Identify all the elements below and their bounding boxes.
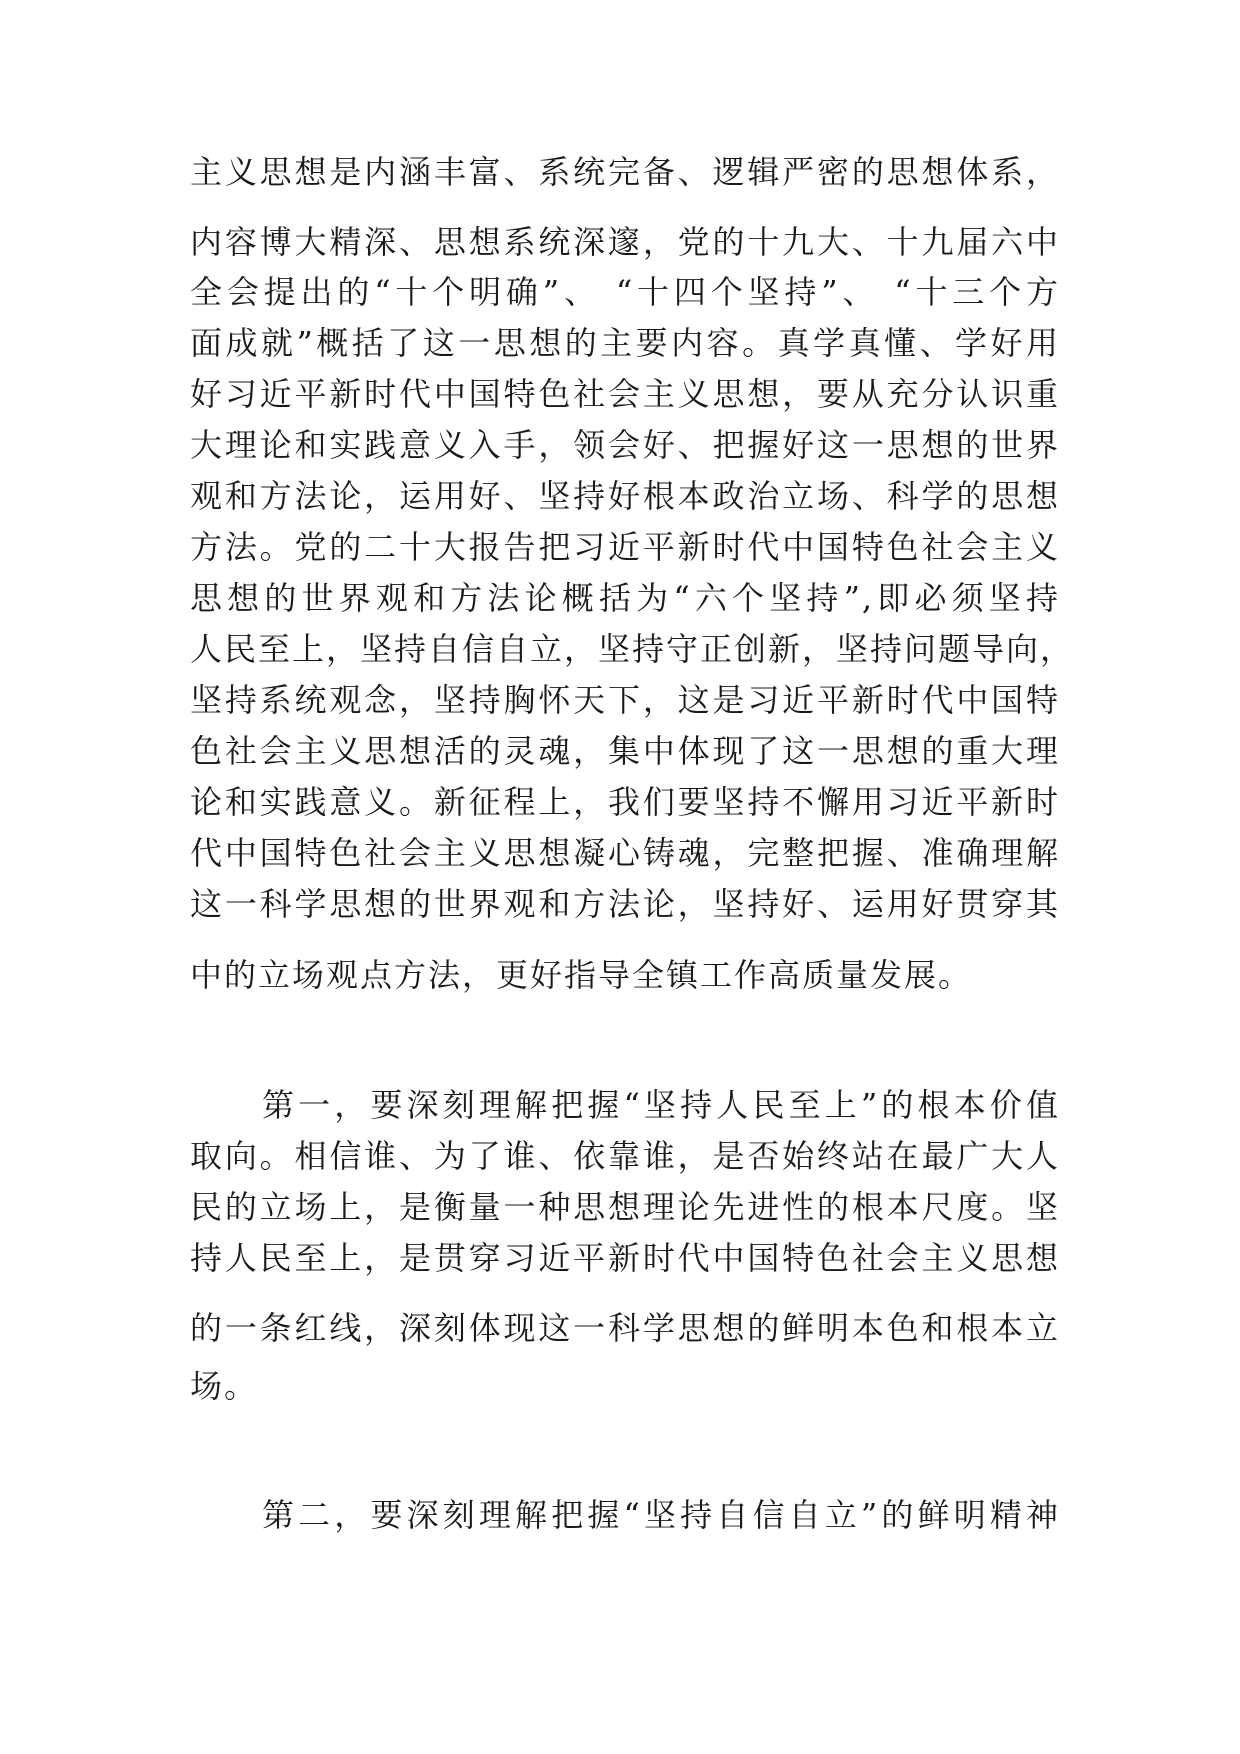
text-line: 色社会主义思想活的灵魂，集中体现了这一思想的重大理	[190, 732, 1060, 770]
text-line: 持人民至上，是贯穿习近平新时代中国特色社会主义思想	[190, 1239, 1060, 1277]
text-line: 内容博大精深、思想系统深邃，党的十九大、十九届六中	[190, 223, 1060, 261]
text-line: 代中国特色社会主义思想凝心铸魂，完整把握、准确理解	[190, 834, 1060, 872]
text-line: 的一条红线，深刻体现这一科学思想的鲜明本色和根本立	[190, 1309, 1060, 1347]
text-line: 这一科学思想的世界观和方法论，坚持好、运用好贯穿其	[190, 885, 1060, 923]
text-line: 坚持系统观念，坚持胸怀天下，这是习近平新时代中国特	[190, 681, 1060, 719]
text-line: 中的立场观点方法，更好指导全镇工作高质量发展。	[190, 956, 973, 994]
text-line: 方法。党的二十大报告把习近平新时代中国特色社会主义	[190, 528, 1060, 566]
text-line: 好习近平新时代中国特色社会主义思想，要从充分认识重	[190, 375, 1060, 413]
text-line: 取向。相信谁、为了谁、依靠谁，是否始终站在最广大人	[190, 1137, 1060, 1175]
text-line: 场。	[190, 1367, 259, 1405]
text-line: 思想的世界观和方法论概括为“六个坚持”,即必须坚持	[190, 579, 1060, 617]
text-line: 全会提出的“十个明确”、 “十四个坚持”、 “十三个方	[190, 273, 1060, 311]
text-line: 第二，要深刻理解把握“坚持自信自立”的鲜明精神	[262, 1496, 1060, 1534]
text-line: 大理论和实践意义入手，领会好、把握好这一思想的世界	[190, 426, 1060, 464]
text-line: 论和实践意义。新征程上，我们要坚持不懈用习近平新时	[190, 783, 1060, 821]
text-line: 第一，要深刻理解把握“坚持人民至上”的根本价值	[262, 1086, 1060, 1124]
text-line: 民的立场上，是衡量一种思想理论先进性的根本尺度。坚	[190, 1188, 1060, 1226]
text-line: 观和方法论，运用好、坚持好根本政治立场、科学的思想	[190, 477, 1060, 515]
text-line: 面成就”概括了这一思想的主要内容。真学真懂、学好用	[190, 324, 1060, 362]
text-line: 主义思想是内涵丰富、系统完备、逻辑严密的思想体系，	[190, 153, 1060, 191]
text-line: 人民至上，坚持自信自立，坚持守正创新，坚持问题导向，	[190, 630, 1075, 668]
